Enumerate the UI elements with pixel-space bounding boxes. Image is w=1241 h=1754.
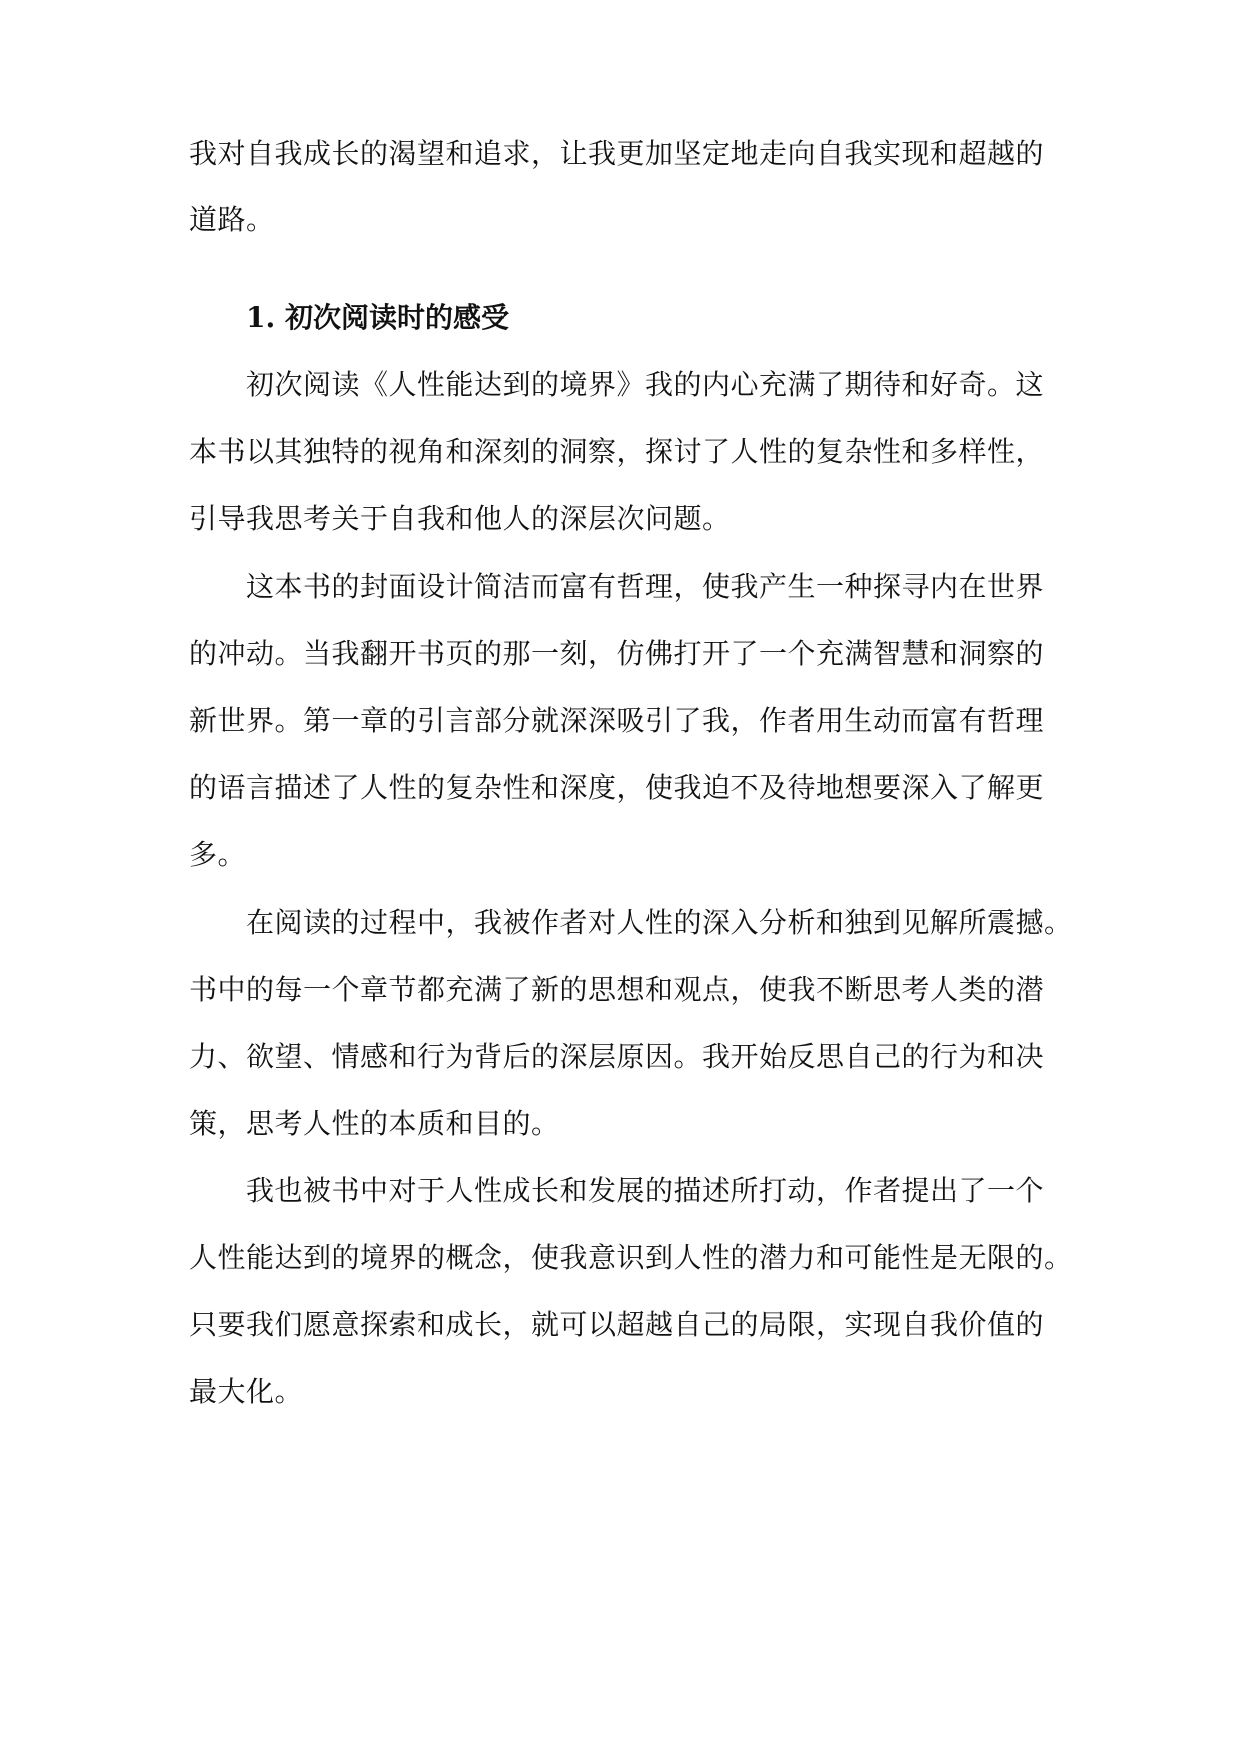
text-line: 的冲动。当我翻开书页的那一刻，仿佛打开了一个充满智慧和洞察的 (189, 637, 1045, 670)
text-line: 多。 (189, 838, 247, 871)
text-line: 引导我思考关于自我和他人的深层次问题。 (189, 502, 731, 535)
text-line: 书中的每一个章节都充满了新的思想和观点，使我不断思考人类的潜 (189, 973, 1045, 1006)
text-line: 新世界。第一章的引言部分就深深吸引了我，作者用生动而富有哲理 (189, 704, 1045, 737)
text-line: 的语言描述了人性的复杂性和深度，使我迫不及待地想要深入了解更 (189, 771, 1045, 804)
text-line: 我也被书中对于人性成长和发展的描述所打动，作者提出了一个 (246, 1174, 1045, 1207)
section-heading: 1. 初次阅读时的感受 (246, 301, 509, 334)
text-line: 我对自我成长的渴望和追求，让我更加坚定地走向自我实现和超越的 (189, 137, 1045, 170)
text-line: 初次阅读《人性能达到的境界》我的内心充满了期待和好奇。这 (246, 368, 1045, 401)
text-line: 力、欲望、情感和行为背后的深层原因。我开始反思自己的行为和决 (189, 1040, 1045, 1073)
text-line: 只要我们愿意探索和成长，就可以超越自己的局限，实现自我价值的 (189, 1308, 1045, 1341)
text-line: 这本书的封面设计简洁而富有哲理，使我产生一种探寻内在世界 (246, 570, 1045, 603)
text-line: 道路。 (189, 203, 275, 236)
text-line: 最大化。 (189, 1375, 304, 1408)
text-line: 在阅读的过程中，我被作者对人性的深入分析和独到见解所震撼。 (246, 906, 1073, 939)
text-line: 策，思考人性的本质和目的。 (189, 1107, 560, 1140)
text-line: 人性能达到的境界的概念，使我意识到人性的潜力和可能性是无限的。 (189, 1241, 1073, 1274)
text-line: 本书以其独特的视角和深刻的洞察，探讨了人性的复杂性和多样性， (189, 435, 1045, 468)
